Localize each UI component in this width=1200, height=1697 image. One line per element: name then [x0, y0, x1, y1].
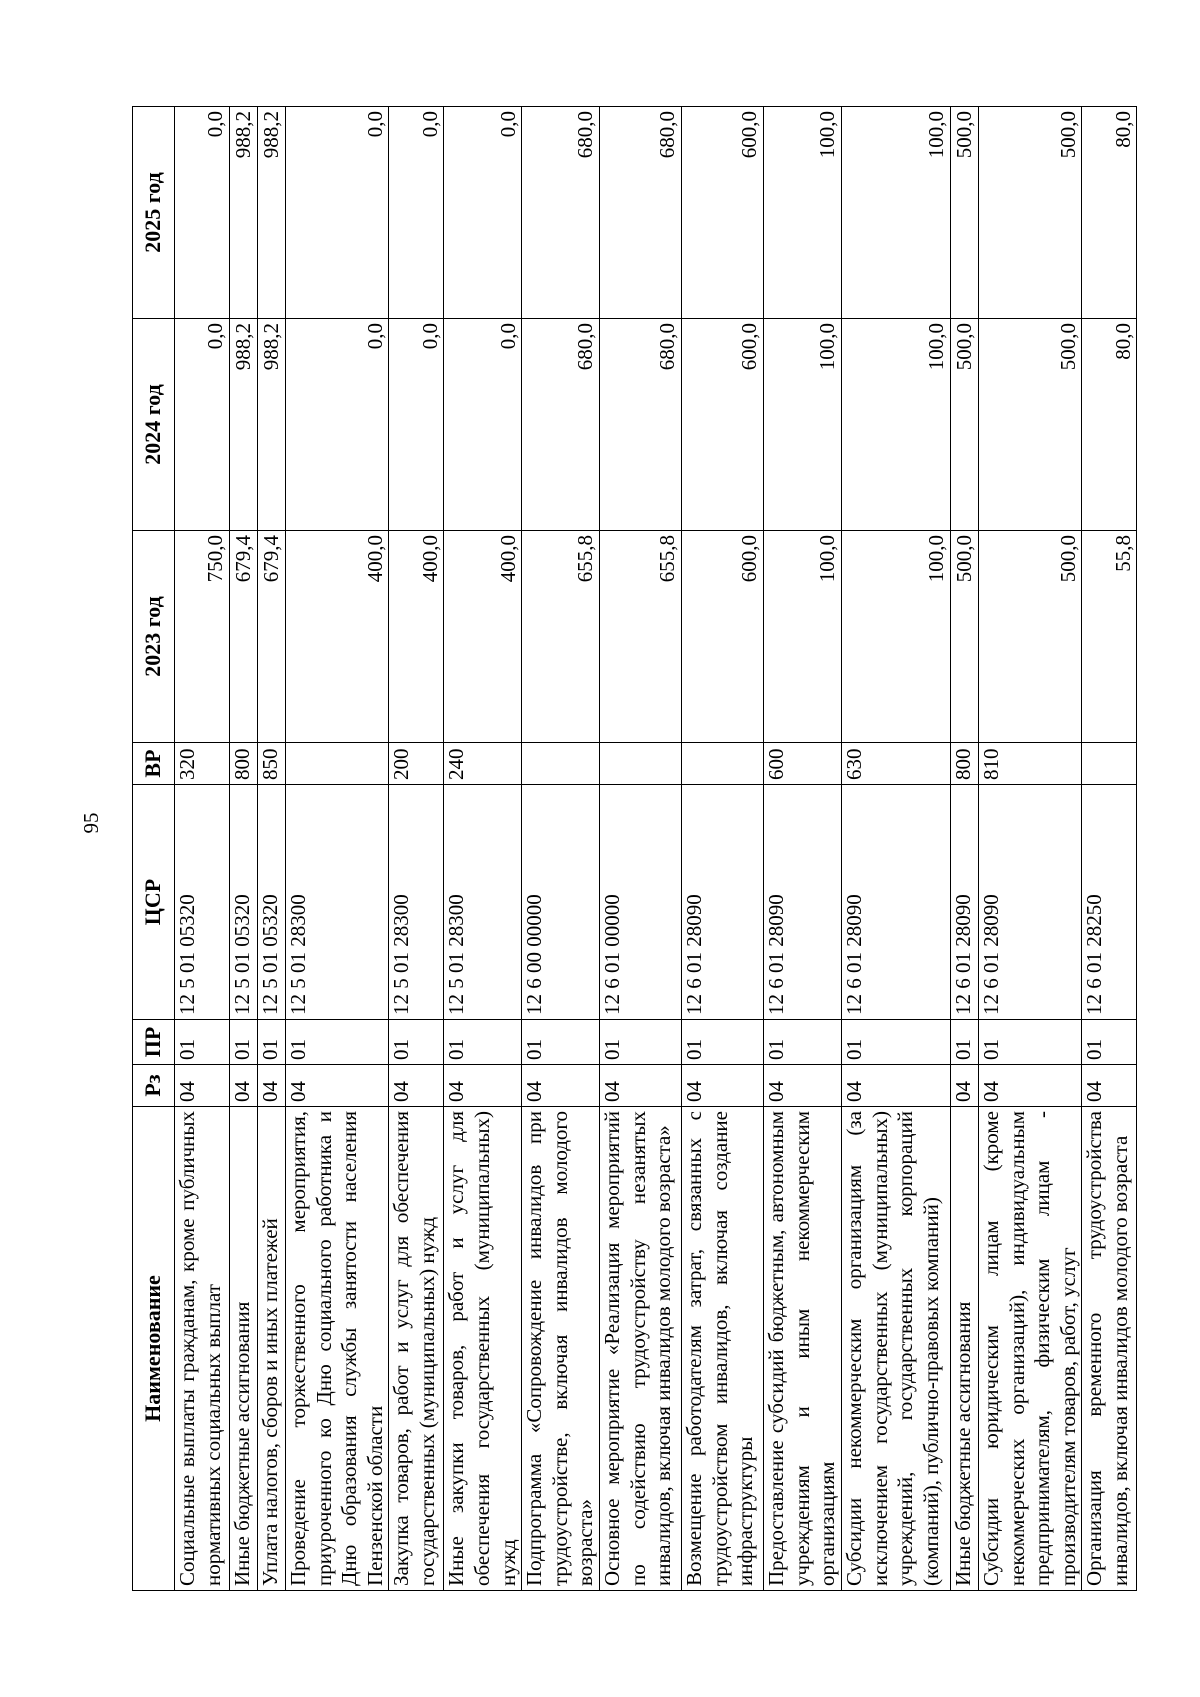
row-2024: 600,0 — [682, 319, 764, 531]
row-csr: 12 6 01 28090 — [978, 785, 1081, 1020]
table-row — [286, 107, 389, 1591]
row-2025: 988,2 — [230, 107, 258, 319]
row-name: Иные бюджетные ассигнования — [950, 1107, 978, 1591]
header-csr: ЦСР — [133, 785, 175, 1020]
row-csr: 12 6 01 00000 — [600, 785, 682, 1020]
budget-table-wrapper — [132, 107, 1135, 1591]
row-csr: 12 6 00 00000 — [522, 785, 600, 1020]
table-row — [764, 107, 842, 1591]
row-2023: 655,8 — [600, 531, 682, 743]
row-pr: 01 — [175, 1020, 230, 1065]
row-2025: 0,0 — [444, 107, 522, 319]
row-2023: 500,0 — [950, 531, 978, 743]
row-vr: 800 — [950, 743, 978, 785]
row-vr — [286, 743, 389, 785]
row-name: Предоставление субсидий бюджетным, автономным учреждениям и иным некоммерческим организациям — [764, 1107, 842, 1591]
row-csr: 12 5 01 05320 — [175, 785, 230, 1020]
row-name: Возмещение работодателям затрат, связанных с трудоустройством инвалидов, включая создание инфраструктуры — [682, 1107, 764, 1591]
row-rz: 04 — [764, 1065, 842, 1107]
row-2023: 600,0 — [682, 531, 764, 743]
row-2024: 0,0 — [444, 319, 522, 531]
row-rz: 04 — [682, 1065, 764, 1107]
row-rz: 04 — [258, 1065, 286, 1107]
row-rz: 04 — [978, 1065, 1081, 1107]
row-2025: 680,0 — [522, 107, 600, 319]
row-vr — [1082, 743, 1137, 785]
table-row — [258, 107, 286, 1591]
row-name: Закупка товаров, работ и услуг для обеспечения государственных (муниципальных) нужд — [389, 1107, 444, 1591]
row-pr: 01 — [258, 1020, 286, 1065]
row-csr: 12 5 01 28300 — [286, 785, 389, 1020]
row-2025: 100,0 — [841, 107, 950, 319]
table-row — [230, 107, 258, 1591]
table-row — [175, 107, 230, 1591]
table-row — [522, 107, 600, 1591]
row-rz: 04 — [522, 1065, 600, 1107]
row-csr: 12 6 01 28090 — [682, 785, 764, 1020]
row-vr — [600, 743, 682, 785]
row-csr: 12 6 01 28090 — [764, 785, 842, 1020]
row-vr: 800 — [230, 743, 258, 785]
table-row — [841, 107, 950, 1591]
row-2025: 500,0 — [950, 107, 978, 319]
row-rz: 04 — [444, 1065, 522, 1107]
row-vr: 850 — [258, 743, 286, 785]
row-csr: 12 5 01 28300 — [389, 785, 444, 1020]
row-rz: 04 — [389, 1065, 444, 1107]
table-row — [950, 107, 978, 1591]
header-vr: ВР — [133, 743, 175, 785]
row-pr: 01 — [389, 1020, 444, 1065]
row-pr: 01 — [682, 1020, 764, 1065]
row-2023: 400,0 — [389, 531, 444, 743]
row-pr: 01 — [1082, 1020, 1137, 1065]
header-row — [133, 107, 175, 1591]
row-vr: 320 — [175, 743, 230, 785]
row-vr: 200 — [389, 743, 444, 785]
row-2024: 0,0 — [389, 319, 444, 531]
row-pr: 01 — [286, 1020, 389, 1065]
row-name: Социальные выплаты гражданам, кроме публичных нормативных социальных выплат — [175, 1107, 230, 1591]
row-2024: 988,2 — [230, 319, 258, 531]
row-name: Уплата налогов, сборов и иных платежей — [258, 1107, 286, 1591]
row-2023: 55,8 — [1082, 531, 1137, 743]
row-rz: 04 — [600, 1065, 682, 1107]
row-rz: 04 — [286, 1065, 389, 1107]
row-2024: 680,0 — [522, 319, 600, 531]
row-2023: 750,0 — [175, 531, 230, 743]
header-2023: 2023 год — [133, 531, 175, 743]
row-pr: 01 — [600, 1020, 682, 1065]
row-2023: 100,0 — [841, 531, 950, 743]
row-2025: 100,0 — [764, 107, 842, 319]
budget-table — [132, 106, 1137, 1591]
header-2024: 2024 год — [133, 319, 175, 531]
row-name: Иные бюджетные ассигнования — [230, 1107, 258, 1591]
row-rz: 04 — [841, 1065, 950, 1107]
row-rz: 04 — [1082, 1065, 1137, 1107]
row-2024: 0,0 — [286, 319, 389, 531]
row-pr: 01 — [764, 1020, 842, 1065]
table-row — [1082, 107, 1137, 1591]
row-2024: 500,0 — [978, 319, 1081, 531]
row-csr: 12 5 01 28300 — [444, 785, 522, 1020]
row-pr: 01 — [841, 1020, 950, 1065]
row-2023: 655,8 — [522, 531, 600, 743]
row-pr: 01 — [444, 1020, 522, 1065]
row-vr: 810 — [978, 743, 1081, 785]
row-pr: 01 — [522, 1020, 600, 1065]
row-vr: 240 — [444, 743, 522, 785]
row-vr: 630 — [841, 743, 950, 785]
row-2023: 400,0 — [444, 531, 522, 743]
header-pr: ПР — [133, 1020, 175, 1065]
row-2024: 988,2 — [258, 319, 286, 531]
row-2023: 679,4 — [258, 531, 286, 743]
header-2025: 2025 год — [133, 107, 175, 319]
row-vr — [682, 743, 764, 785]
row-2023: 400,0 — [286, 531, 389, 743]
row-rz: 04 — [230, 1065, 258, 1107]
row-name: Субсидии юридическим лицам (кроме некоммерческих организаций), индивидуальным предпринимателям, физическим лицам - производителям товаров, работ, услуг — [978, 1107, 1081, 1591]
row-2025: 0,0 — [175, 107, 230, 319]
row-rz: 04 — [175, 1065, 230, 1107]
row-2024: 500,0 — [950, 319, 978, 531]
row-2025: 80,0 — [1082, 107, 1137, 319]
row-csr: 12 5 01 05320 — [258, 785, 286, 1020]
row-pr: 01 — [950, 1020, 978, 1065]
row-vr: 600 — [764, 743, 842, 785]
row-2025: 680,0 — [600, 107, 682, 319]
row-2024: 100,0 — [764, 319, 842, 531]
row-csr: 12 6 01 28090 — [841, 785, 950, 1020]
row-name: Проведение торжественного мероприятия, приуроченного ко Дню социального работника и Дню образования службы занятости населения Пензенской области — [286, 1107, 389, 1591]
row-2025: 0,0 — [286, 107, 389, 319]
header-rz: Рз — [133, 1065, 175, 1107]
row-name: Основное мероприятие «Реализация мероприятий по содействию трудоустройству незанятых инвалидов, включая инвалидов молодого возраста» — [600, 1107, 682, 1591]
table-row — [682, 107, 764, 1591]
row-csr: 12 6 01 28250 — [1082, 785, 1137, 1020]
row-pr: 01 — [978, 1020, 1081, 1065]
row-2023: 100,0 — [764, 531, 842, 743]
row-pr: 01 — [230, 1020, 258, 1065]
row-2025: 600,0 — [682, 107, 764, 319]
row-name: Субсидии некоммерческим организациям (за исключением государственных (муниципальных) учреждений, государственных корпораций (компаний), публично-правовых компаний) — [841, 1107, 950, 1591]
row-vr — [522, 743, 600, 785]
page-number: 95 — [79, 812, 103, 834]
table-row — [389, 107, 444, 1591]
table-row — [978, 107, 1081, 1591]
row-csr: 12 5 01 05320 — [230, 785, 258, 1020]
row-name: Иные закупки товаров, работ и услуг для обеспечения государственных (муниципальных) нужд — [444, 1107, 522, 1591]
header-name: Наименование — [133, 1107, 175, 1591]
row-rz: 04 — [950, 1065, 978, 1107]
row-2023: 679,4 — [230, 531, 258, 743]
row-2025: 988,2 — [258, 107, 286, 319]
row-2024: 680,0 — [600, 319, 682, 531]
row-2024: 100,0 — [841, 319, 950, 531]
row-2025: 500,0 — [978, 107, 1081, 319]
table-row — [600, 107, 682, 1591]
row-2023: 500,0 — [978, 531, 1081, 743]
row-2025: 0,0 — [389, 107, 444, 319]
row-2024: 0,0 — [175, 319, 230, 531]
row-name: Подпрограмма «Сопровождение инвалидов при трудоустройстве, включая инвалидов молодого возраста» — [522, 1107, 600, 1591]
row-name: Организация временного трудоустройства инвалидов, включая инвалидов молодого возраста — [1082, 1107, 1137, 1591]
table-row — [444, 107, 522, 1591]
row-csr: 12 6 01 28090 — [950, 785, 978, 1020]
row-2024: 80,0 — [1082, 319, 1137, 531]
